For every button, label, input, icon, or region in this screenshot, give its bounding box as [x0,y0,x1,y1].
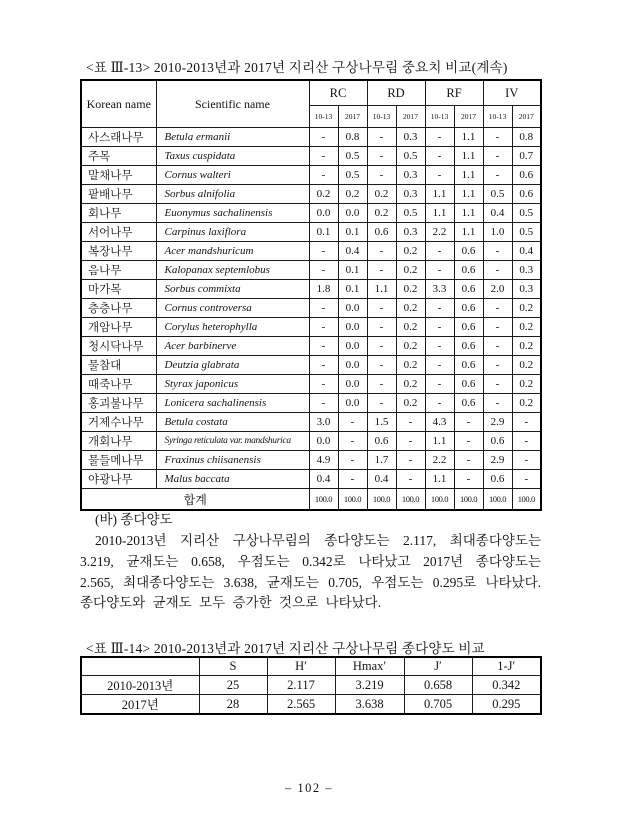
value-cell: 0.5 [338,166,367,185]
scientific-name-cell: Syringa reticulata var. mandshurica [156,432,309,451]
value-cell: - [367,375,396,394]
value-cell: - [425,242,454,261]
korean-name-cell: 복장나무 [81,242,156,261]
value-cell: - [483,128,512,147]
value-cell: 0.0 [338,299,367,318]
value-cell: 0.5 [512,204,541,223]
value-cell: 1.1 [425,204,454,223]
value-cell: 0.3 [396,128,425,147]
value-cell: 0.2 [396,318,425,337]
korean-name-cell: 물참대 [81,356,156,375]
diversity-header-row [81,657,541,676]
value-cell: 0.1 [338,280,367,299]
scientific-name-cell: Acer barbinerve [156,337,309,356]
group-header-rd: RD [367,80,425,106]
value-cell: - [454,451,483,470]
value-cell: 0.1 [338,261,367,280]
korean-name-cell: 사스래나무 [81,128,156,147]
value-cell: 2.2 [425,223,454,242]
value-cell: - [309,375,338,394]
scientific-name-cell: Acer mandshuricum [156,242,309,261]
scientific-name-cell: Betula ermanii [156,128,309,147]
subcol-header: 10-13 [483,106,512,128]
diversity-header-blank [81,657,199,676]
value-cell: 0.2 [396,242,425,261]
value-cell: 0.3 [396,185,425,204]
value-cell: 2.2 [425,451,454,470]
subcol-header: 10-13 [425,106,454,128]
subcol-header: 2017 [396,106,425,128]
subcol-header: 2017 [454,106,483,128]
value-cell: 0.8 [512,128,541,147]
value-cell: - [367,394,396,413]
value-cell: 0.6 [454,337,483,356]
value-cell: 0.2 [309,185,338,204]
value-cell: 0.6 [483,470,512,489]
korean-name-cell: 층층나무 [81,299,156,318]
value-cell: 2.0 [483,280,512,299]
value-cell: 4.3 [425,413,454,432]
diversity-period-cell: 2010-2013년 [81,676,199,695]
total-row [81,489,541,511]
value-cell: - [425,394,454,413]
diversity-value-cell: 0.342 [472,676,541,695]
value-cell: 4.9 [309,451,338,470]
value-cell: 1.1 [454,223,483,242]
value-cell: 0.6 [454,242,483,261]
diversity-header-hmax: Hmax′ [335,657,404,676]
korean-name-cell: 야광나무 [81,470,156,489]
diversity-header-1j: 1-J′ [472,657,541,676]
value-cell: 0.2 [396,280,425,299]
value-cell: 0.6 [454,261,483,280]
value-cell: - [483,375,512,394]
value-cell: - [309,299,338,318]
value-cell: - [483,166,512,185]
value-cell: - [367,299,396,318]
subcol-header: 2017 [512,106,541,128]
diversity-value-cell: 0.295 [472,695,541,715]
value-cell: 0.0 [338,204,367,223]
value-cell: 0.2 [338,185,367,204]
value-cell: 0.3 [396,166,425,185]
species-row [81,223,541,242]
value-cell: 0.6 [454,375,483,394]
value-cell: 2.9 [483,451,512,470]
diversity-value-cell: 25 [199,676,267,695]
value-cell: - [425,318,454,337]
value-cell: 1.1 [454,147,483,166]
value-cell: 0.2 [396,375,425,394]
korean-name-cell: 음나무 [81,261,156,280]
value-cell: 0.4 [483,204,512,223]
value-cell: 0.3 [396,223,425,242]
korean-name-cell: 청시닥나무 [81,337,156,356]
value-cell: - [338,470,367,489]
species-row [81,166,541,185]
korean-name-cell: 마가목 [81,280,156,299]
total-value-cell: 100.0 [454,489,483,511]
value-cell: - [483,242,512,261]
value-cell: 1.0 [483,223,512,242]
scientific-name-cell: Sorbus alnifolia [156,185,309,204]
diversity-value-cell: 2.565 [267,695,335,715]
value-cell: - [396,413,425,432]
section-heading: (바) 종다양도 [95,512,173,527]
value-cell: 0.8 [338,128,367,147]
value-cell: 0.2 [367,204,396,223]
value-cell: - [512,432,541,451]
korean-name-cell: 거제수나무 [81,413,156,432]
value-cell: - [367,128,396,147]
value-cell: - [425,337,454,356]
korean-name-cell: 말채나무 [81,166,156,185]
value-cell: - [338,413,367,432]
value-cell: 0.2 [512,318,541,337]
value-cell: - [309,356,338,375]
value-cell: 0.2 [512,375,541,394]
value-cell: 0.6 [454,280,483,299]
subcol-header: 2017 [338,106,367,128]
table1-title: <표 Ⅲ-13> 2010-2013년과 2017년 지리산 구상나무림 중요치 비교(계속) [86,60,508,75]
korean-name-cell: 물들메나무 [81,451,156,470]
value-cell: - [483,337,512,356]
value-cell: 0.6 [367,223,396,242]
diversity-value-cell: 0.658 [404,676,472,695]
group-header-iv: IV [483,80,541,106]
value-cell: 1.7 [367,451,396,470]
page-number: – 102 – [285,781,333,795]
value-cell: 1.5 [367,413,396,432]
total-value-cell: 100.0 [425,489,454,511]
species-row [81,375,541,394]
value-cell: 0.0 [338,318,367,337]
value-cell: 2.9 [483,413,512,432]
korean-name-cell: 팥배나무 [81,185,156,204]
total-value-cell: 100.0 [483,489,512,511]
total-value-cell: 100.0 [396,489,425,511]
value-cell: - [396,470,425,489]
species-row [81,185,541,204]
scientific-name-cell: Deutzia glabrata [156,356,309,375]
value-cell: 0.4 [367,470,396,489]
korean-name-cell: 서어나무 [81,223,156,242]
value-cell: - [483,318,512,337]
value-cell: 1.1 [425,432,454,451]
table2-title: <표 Ⅲ-14> 2010-2013년과 2017년 지리산 구상나무림 종다양도 비교 [86,641,485,656]
species-row [81,318,541,337]
value-cell: 0.2 [512,337,541,356]
korean-name-cell: 홍괴불나무 [81,394,156,413]
korean-name-cell: 개암나무 [81,318,156,337]
species-row [81,356,541,375]
diversity-row [81,695,541,715]
value-cell: 0.6 [454,318,483,337]
scientific-name-header: Scientific name [156,80,309,128]
species-row [81,147,541,166]
species-row [81,470,541,489]
value-cell: 0.2 [396,299,425,318]
value-cell: - [512,470,541,489]
scientific-name-cell: Kalopanax septemlobus [156,261,309,280]
value-cell: - [309,128,338,147]
total-label-cell: 합계 [81,489,309,511]
value-cell: 0.2 [396,337,425,356]
scientific-name-cell: Cornus walteri [156,166,309,185]
diversity-value-cell: 2.117 [267,676,335,695]
korean-name-header: Korean name [81,80,156,128]
diversity-header-s: S [199,657,267,676]
scientific-name-cell: Malus baccata [156,470,309,489]
group-header-rf: RF [425,80,483,106]
value-cell: - [483,356,512,375]
value-cell: 0.6 [454,299,483,318]
species-row [81,280,541,299]
value-cell: - [367,147,396,166]
value-cell: 3.3 [425,280,454,299]
value-cell: 1.1 [425,470,454,489]
diversity-header-j: J′ [404,657,472,676]
value-cell: - [396,451,425,470]
value-cell: 0.2 [367,185,396,204]
scientific-name-cell: Betula costata [156,413,309,432]
value-cell: 0.4 [338,242,367,261]
value-cell: - [367,261,396,280]
diversity-value-cell: 0.705 [404,695,472,715]
value-cell: - [309,337,338,356]
value-cell: - [367,356,396,375]
value-cell: 1.1 [367,280,396,299]
group-header-rc: RC [309,80,367,106]
value-cell: - [483,394,512,413]
species-row [81,337,541,356]
value-cell: - [454,432,483,451]
value-cell: - [425,147,454,166]
value-cell: - [309,318,338,337]
value-cell: - [512,413,541,432]
value-cell: - [309,166,338,185]
value-cell: - [309,147,338,166]
value-cell: 0.0 [338,394,367,413]
korean-name-cell: 개회나무 [81,432,156,451]
scientific-name-cell: Fraxinus chiisanensis [156,451,309,470]
diversity-value-cell: 3.638 [335,695,404,715]
value-cell: 0.5 [512,223,541,242]
scientific-name-cell: Cornus controversa [156,299,309,318]
value-cell: - [425,166,454,185]
value-cell: 0.6 [454,356,483,375]
scientific-name-cell: Lonicera sachalinensis [156,394,309,413]
value-cell: 0.2 [396,261,425,280]
korean-name-cell: 회나무 [81,204,156,223]
value-cell: - [338,432,367,451]
subcol-header: 10-13 [367,106,396,128]
scientific-name-cell: Carpinus laxiflora [156,223,309,242]
value-cell: 0.3 [512,261,541,280]
value-cell: 0.6 [483,432,512,451]
value-cell: - [425,261,454,280]
value-cell: - [483,147,512,166]
value-cell: 0.5 [396,147,425,166]
value-cell: 1.1 [425,185,454,204]
scientific-name-cell: Styrax japonicus [156,375,309,394]
value-cell: 0.1 [338,223,367,242]
value-cell: - [483,261,512,280]
value-cell: 0.2 [512,394,541,413]
korean-name-cell: 주목 [81,147,156,166]
value-cell: - [425,128,454,147]
diversity-value-cell: 28 [199,695,267,715]
value-cell: - [367,242,396,261]
value-cell: - [483,299,512,318]
value-cell: 0.2 [512,299,541,318]
diversity-table [80,656,542,715]
section-paragraph: 2010-2013년 지리산 구상나무림의 종다양도는 2.117, 최대종다양도는 3.219, 균재도는 0.658, 우점도는 0.342로 나타났고 2017년 종다양도는 2.565, 최대종다양도는 3.638, 균재도는 0.705, 우점도는 0.295로 나타났다. 종다양도와 균재도 모두 증가한 것으로 나타났다. [80,533,541,611]
scientific-name-cell: Euonymus sachalinensis [156,204,309,223]
value-cell: - [425,299,454,318]
value-cell: - [425,375,454,394]
value-cell: - [309,242,338,261]
value-cell: - [338,451,367,470]
value-cell: - [367,166,396,185]
species-row [81,413,541,432]
value-cell: 0.7 [512,147,541,166]
value-cell: - [367,337,396,356]
value-cell: 1.8 [309,280,338,299]
species-row [81,451,541,470]
value-cell: - [454,413,483,432]
value-cell: - [425,356,454,375]
species-row [81,128,541,147]
total-value-cell: 100.0 [338,489,367,511]
value-cell: 0.6 [512,166,541,185]
value-cell: 0.0 [309,204,338,223]
value-cell: 1.1 [454,166,483,185]
header-row-groups [81,80,541,106]
species-row [81,261,541,280]
importance-table-body [81,128,541,489]
value-cell: 0.5 [338,147,367,166]
species-row [81,299,541,318]
value-cell: 0.2 [512,356,541,375]
value-cell: - [512,451,541,470]
value-cell: 0.3 [512,280,541,299]
value-cell: 0.6 [367,432,396,451]
value-cell: - [309,261,338,280]
value-cell: 0.0 [309,432,338,451]
total-value-cell: 100.0 [367,489,396,511]
value-cell: - [396,432,425,451]
subcol-header: 10-13 [309,106,338,128]
diversity-value-cell: 3.219 [335,676,404,695]
importance-table [80,79,542,511]
species-row [81,432,541,451]
total-value-cell: 100.0 [512,489,541,511]
value-cell: 0.2 [396,394,425,413]
scientific-name-cell: Taxus cuspidata [156,147,309,166]
value-cell: 0.5 [396,204,425,223]
species-row [81,204,541,223]
value-cell: 0.6 [454,394,483,413]
species-row [81,242,541,261]
value-cell: 0.5 [483,185,512,204]
scientific-name-cell: Sorbus commixta [156,280,309,299]
value-cell: 0.0 [338,356,367,375]
value-cell: 3.0 [309,413,338,432]
diversity-header-h: H′ [267,657,335,676]
value-cell: 0.1 [309,223,338,242]
value-cell: 1.1 [454,128,483,147]
species-row [81,394,541,413]
value-cell: 1.1 [454,204,483,223]
diversity-period-cell: 2017년 [81,695,199,715]
value-cell: 0.4 [309,470,338,489]
scientific-name-cell: Corylus heterophylla [156,318,309,337]
value-cell: 0.6 [512,185,541,204]
value-cell: - [309,394,338,413]
value-cell: - [367,318,396,337]
total-value-cell: 100.0 [309,489,338,511]
value-cell: 0.4 [512,242,541,261]
value-cell: 0.2 [396,356,425,375]
value-cell: 0.0 [338,337,367,356]
value-cell: 0.0 [338,375,367,394]
value-cell: - [454,470,483,489]
diversity-row [81,676,541,695]
korean-name-cell: 때죽나무 [81,375,156,394]
value-cell: 1.1 [454,185,483,204]
